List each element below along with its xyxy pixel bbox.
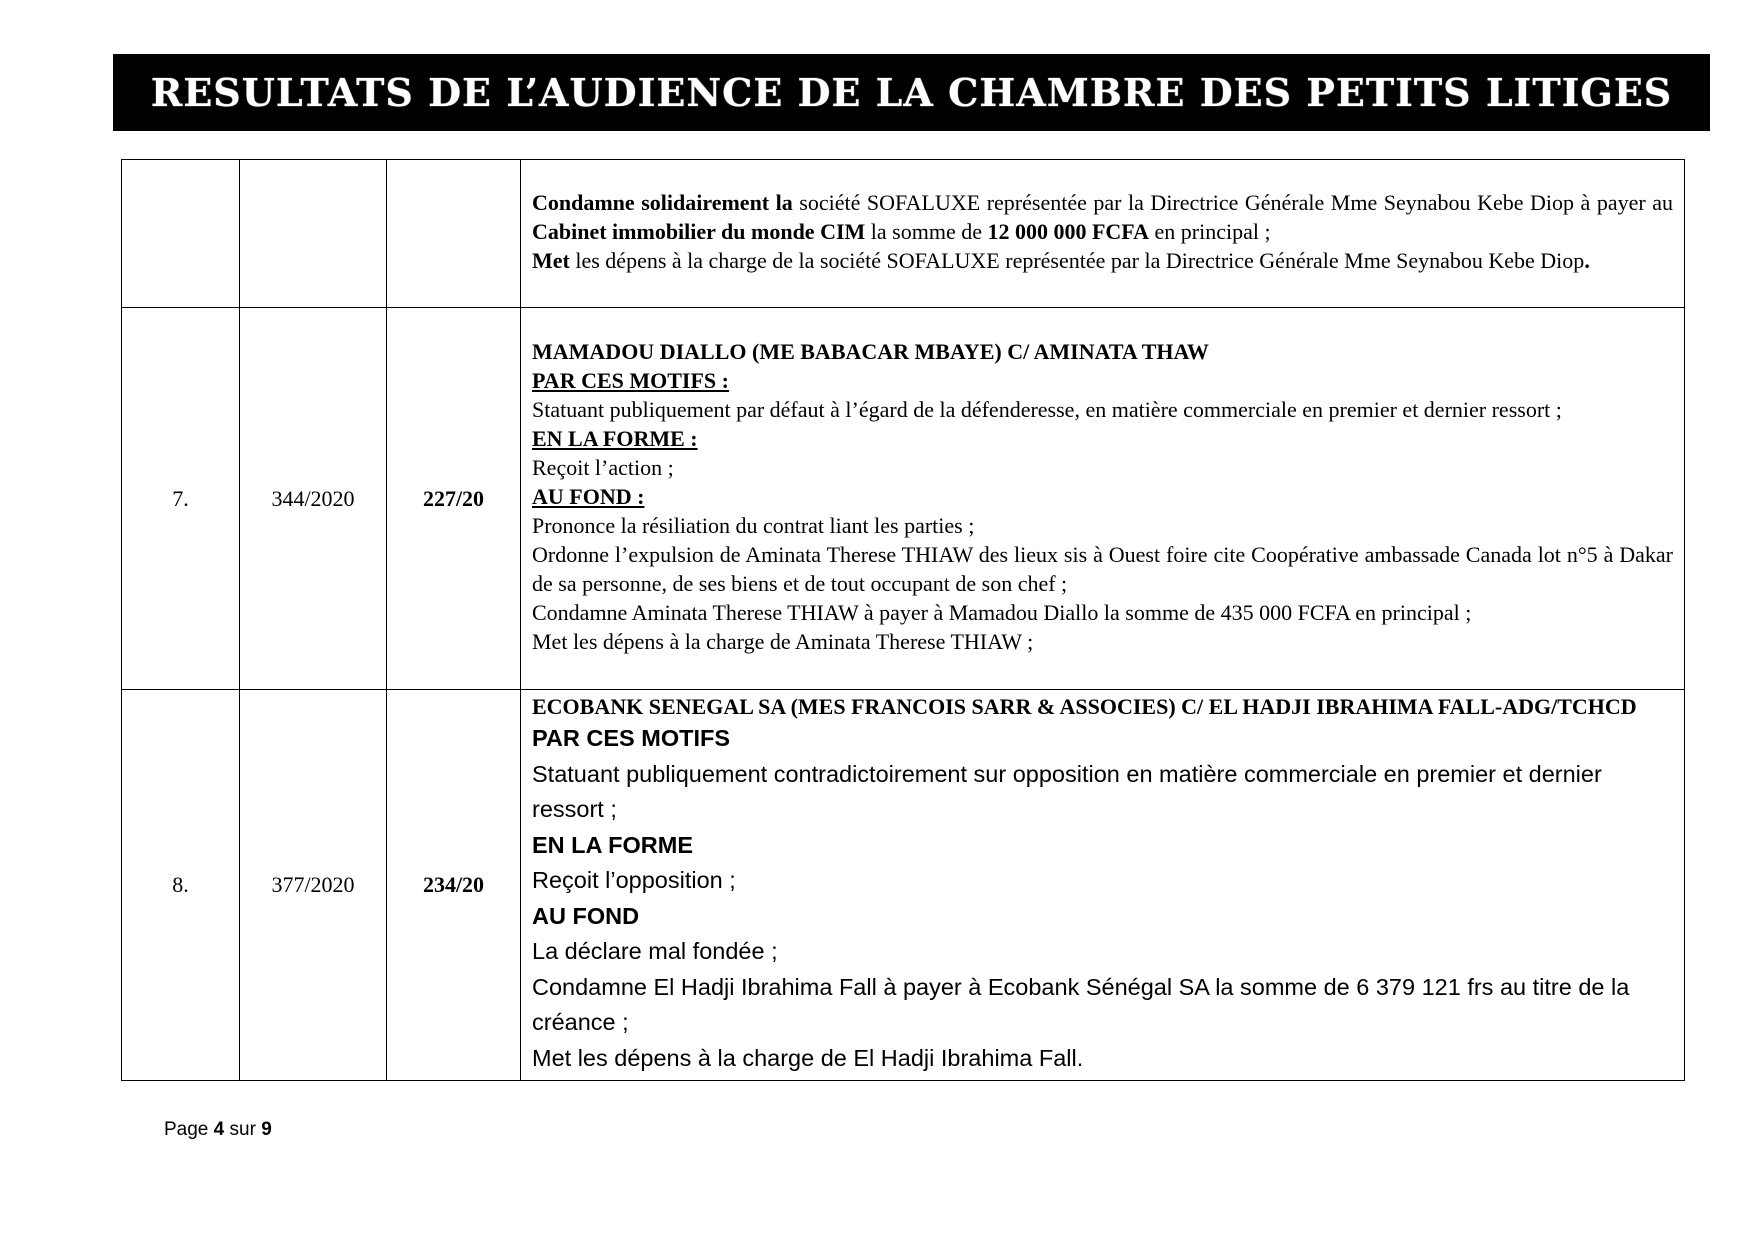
results-table: [121, 159, 1685, 1081]
motifs-heading: PAR CES MOTIFS :: [532, 368, 729, 393]
table-row: [122, 308, 1685, 690]
decision-line: Reçoit l’action ;: [532, 455, 674, 480]
decision-line: Met les dépens à la charge de Aminata Therese THIAW ;: [532, 629, 1034, 654]
table-row: [122, 160, 1685, 308]
fond-heading: AU FOND :: [532, 484, 645, 509]
decision-line: Reçoit l’opposition ;: [532, 867, 736, 893]
page-number: 4: [213, 1119, 225, 1140]
decision-text: [521, 690, 1685, 1081]
parties-line: ECOBANK SENEGAL SA (MES FRANCOIS SARR & ASSOCIES) C/ EL HADJI IBRAHIMA FALL-ADG/TCHCD: [532, 694, 1637, 719]
row-number: [122, 160, 240, 308]
motifs-heading: PAR CES MOTIFS: [532, 725, 731, 751]
decision-line: Condamne El Hadji Ibrahima Fall à payer à Ecobank Sénégal SA la somme de 6 379 121 frs au titre de la créance ;: [532, 973, 1630, 1035]
page-sur: sur: [224, 1119, 262, 1140]
statuant-line: Statuant publiquement contradictoirement sur opposition en matière commerciale en premier et dernier ressort ;: [532, 760, 1602, 822]
judgment-number: [387, 160, 521, 308]
header-banner: [113, 54, 1710, 131]
decision-line: Condamne Aminata Therese THIAW à payer à Mamadou Diallo la somme de 435 000 FCFA en principal ;: [532, 600, 1472, 625]
decision-text: [521, 160, 1685, 308]
judgment-number: 227/20: [387, 308, 521, 690]
rg-number: 377/2020: [240, 690, 387, 1081]
row-number: 8.: [122, 690, 240, 1081]
decision-line: Condamne solidairement la société SOFALUXE représentée par la Directrice Générale Mme Seynabou Kebe Diop à payer au Cabinet immobilier du monde CIM la somme de 12 000 000 FCFA en principal ;: [532, 190, 1673, 244]
page-footer: [164, 1119, 272, 1141]
statuant-line: Statuant publiquement par défaut à l’égard de la défenderesse, en matière commerciale en premier et dernier ressort ;: [532, 397, 1562, 422]
decision-line: Met les dépens à la charge de El Hadji Ibrahima Fall.: [532, 1044, 1084, 1071]
decision-text: [521, 308, 1685, 690]
table-row: [122, 690, 1685, 1081]
decision-line: Met les dépens à la charge de la société SOFALUXE représentée par la Directrice Générale Mme Seynabou Kebe Diop.: [532, 248, 1590, 273]
forme-heading: EN LA FORME: [532, 831, 694, 858]
decision-line: Ordonne l’expulsion de Aminata Therese THIAW des lieux sis à Ouest foire cite Coopérative ambassade Canada lot n°5 à Dakar de sa personne, de ses biens et de tout occupant de son chef ;: [532, 542, 1673, 596]
fond-heading: AU FOND: [532, 902, 640, 929]
page-title: RESULTATS DE L’AUDIENCE DE LA CHAMBRE DES PETITS LITIGES: [150, 70, 1673, 115]
page-label: Page: [164, 1119, 214, 1140]
forme-heading: EN LA FORME :: [532, 426, 698, 451]
parties-line: MAMADOU DIALLO (ME BABACAR MBAYE) C/ AMINATA THAW: [532, 339, 1209, 364]
rg-number: 344/2020: [240, 308, 387, 690]
decision-line: La déclare mal fondée ;: [532, 938, 778, 964]
rg-number: [240, 160, 387, 308]
page-total: 9: [261, 1119, 272, 1140]
decision-line: Prononce la résiliation du contrat liant les parties ;: [532, 513, 975, 538]
judgment-number: 234/20: [387, 690, 521, 1081]
row-number: 7.: [122, 308, 240, 690]
